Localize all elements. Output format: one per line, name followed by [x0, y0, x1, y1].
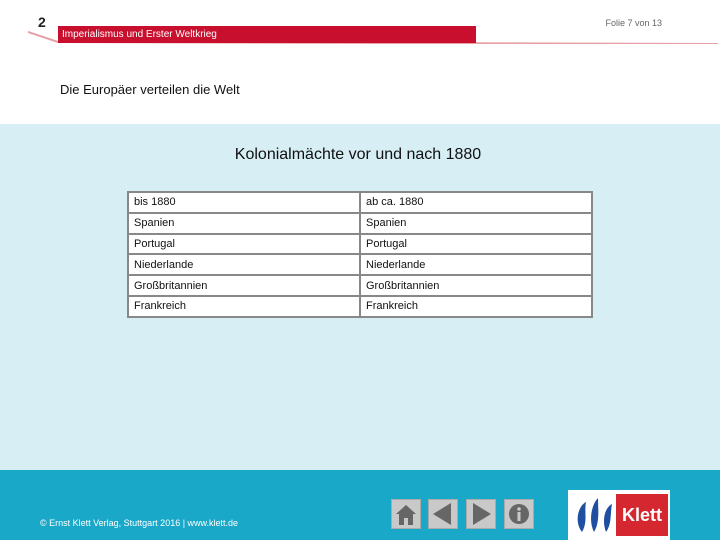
home-button[interactable] [391, 499, 421, 529]
table-cell: Großbritannien [128, 275, 360, 296]
forward-button[interactable] [466, 499, 496, 529]
info-icon [505, 500, 533, 528]
table-cell: Spanien [128, 213, 360, 234]
colonial-powers-table [127, 191, 593, 318]
copyright-text: © Ernst Klett Verlag, Stuttgart 2016 | www.klett.de [40, 518, 239, 528]
home-icon [392, 500, 420, 528]
slide-title: Kolonialmächte vor und nach 1880 [234, 146, 482, 163]
topic-bar: Imperialismus und Erster Weltkrieg [58, 26, 476, 43]
table-row [128, 254, 592, 275]
table-cell: Portugal [360, 234, 592, 255]
slide-counter: Folie 7 von 13 [605, 18, 662, 28]
table-cell: Portugal [128, 234, 360, 255]
table-row [128, 296, 592, 317]
back-arrow-icon [429, 500, 457, 528]
table-row [128, 213, 592, 234]
table-cell: Niederlande [360, 254, 592, 275]
info-button[interactable] [504, 499, 534, 529]
table-cell: Spanien [360, 213, 592, 234]
klett-logo-wordmark: Klett [616, 494, 668, 536]
table-cell: Großbritannien [360, 275, 592, 296]
chapter-number: 2 [38, 14, 46, 30]
table-cell: Frankreich [360, 296, 592, 317]
table-cell: Frankreich [128, 296, 360, 317]
back-button[interactable] [428, 499, 458, 529]
subtitle: Die Europäer verteilen die Welt [60, 82, 240, 97]
table-header-row [128, 192, 592, 213]
table-header-cell: ab ca. 1880 [360, 192, 592, 213]
forward-arrow-icon [467, 500, 495, 528]
table-row [128, 234, 592, 255]
table-cell: Niederlande [128, 254, 360, 275]
table-header-cell: bis 1880 [128, 192, 360, 213]
table-row [128, 275, 592, 296]
klett-emblem-icon [572, 496, 616, 536]
